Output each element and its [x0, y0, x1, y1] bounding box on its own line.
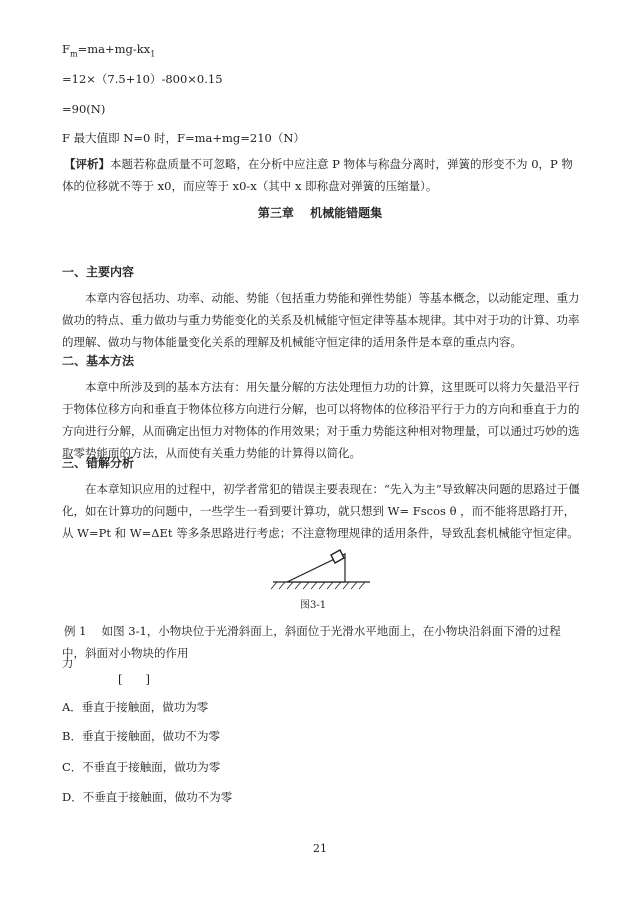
- formula-line-1: [62, 42, 155, 61]
- option-d: D．不垂直于接触面，做功不为零: [62, 790, 233, 804]
- formula-line-3: =90(N): [62, 102, 106, 116]
- analysis-text: 本题若称盘质量不可忽略，在分析中应注意 P 物体与称盘分离时，弹簧的形变不为 0，P 物体的位移就不等于 x0，而应等于 x0-x（其中 x 即称盘对弹簧的压缩量）。: [62, 157, 573, 193]
- figure-caption: 图3-1: [300, 600, 327, 611]
- section3-heading: 三、错解分析: [62, 456, 135, 470]
- section2-body: 本章中所涉及到的基本方法有：用矢量分解的方法处理恒力功的计算，这里既可以将力矢量沿平行于物体位移方向和垂直于物体位移方向进行分解，也可以将物体的位移沿平行于力的方向和垂直于力的方向进行分解，从而确定出恒力对物体的作用效果；对于重力势能这种相对物理量，可以通过巧妙的选取零势能面的方法，从而使有关重力势能的计算得以简化。: [62, 380, 580, 460]
- chapter-title: 第三章 机械能错题集: [257, 206, 383, 220]
- page-number: 21: [313, 842, 327, 855]
- section3-body: 在本章知识应用的过程中，初学者常犯的错误主要表现在：“先入为主”导致解决问题的思路过于僵化，如在计算功的问题中，一些学生一看到要计算功，就只想到 W= Fscos θ ，而不能将思路打开，从 W=Pt 和 W=ΔEt 等多条思路进行考虑；不注意物理规律的适用条件，导致乱套机械能守恒定律。: [62, 482, 580, 540]
- ground-hatch: [271, 582, 365, 589]
- section2-heading: 二、基本方法: [62, 354, 135, 368]
- formula-line-4: F 最大值即 N=0 时，F=ma+mg=210（N）: [62, 131, 305, 145]
- formula-sub2: 1: [150, 49, 156, 59]
- section1-body: 本章内容包括功、功率、动能、势能（包括重力势能和弹性势能）等基本概念，以动能定理、重力做功的特点、重力做功与重力势能变化的关系及机械能守恒定律等基本规律。其中对于功的计算、功率的理解、做功与物体能量变化关系的理解及机械能守恒定律的适用条件是本章的重点内容。: [62, 291, 580, 349]
- option-b: B．垂直于接触面，做功不为零: [62, 729, 220, 743]
- formula-line-2: =12×（7.5+10）-800×0.15: [62, 72, 223, 86]
- option-c: C．不垂直于接触面，做功为零: [62, 760, 221, 774]
- option-a: A．垂直于接触面，做功为零: [62, 700, 209, 714]
- answer-bracket: [ ]: [118, 672, 150, 686]
- analysis-paragraph: [62, 153, 582, 197]
- formula-sub: m: [69, 49, 78, 59]
- section1-heading: 一、主要内容: [62, 265, 135, 279]
- formula-rest: =ma+mg-kx: [77, 42, 151, 56]
- example-question: 例 1 如图 3-1，小物块位于光滑斜面上，斜面位于光滑水平地面上，在小物块沿斜面下滑的过程中，斜面对小物块的作用: [62, 624, 561, 660]
- example-continuation: 力: [62, 656, 74, 670]
- analysis-tag: 【评析】: [64, 157, 110, 171]
- formula-f: F: [62, 42, 70, 56]
